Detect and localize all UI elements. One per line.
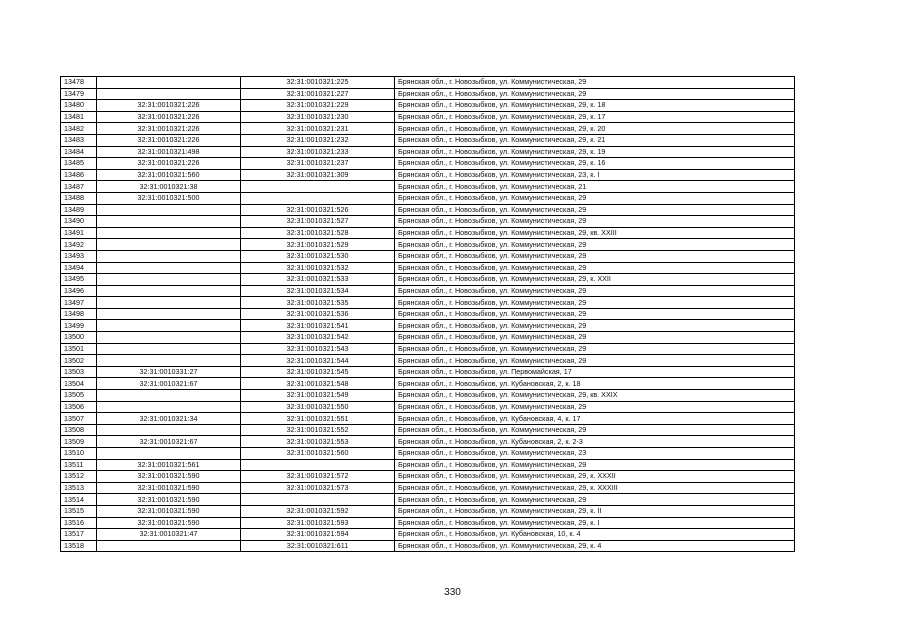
table-row (61, 216, 795, 228)
cadastral-number-cell: 32:31:0010321:526 (241, 204, 395, 216)
table-row (61, 517, 795, 529)
row-number-cell: 13495 (61, 274, 97, 286)
address-cell: Брянская обл., г. Новозыбков, ул. Коммунистическая, 29, к. 17 (395, 111, 795, 123)
parent-cadastral-cell: 32:31:0010331:27 (97, 366, 241, 378)
address-cell: Брянская обл., г. Новозыбков, ул. Коммунистическая, 29 (395, 204, 795, 216)
row-number-cell: 13478 (61, 77, 97, 89)
address-cell: Брянская обл., г. Новозыбков, ул. Первомайская, 17 (395, 366, 795, 378)
parent-cadastral-cell: 32:31:0010321:226 (97, 123, 241, 135)
row-number-cell: 13482 (61, 123, 97, 135)
cadastral-number-cell: 32:31:0010321:548 (241, 378, 395, 390)
parent-cadastral-cell: 32:31:0010321:47 (97, 529, 241, 541)
address-cell: Брянская обл., г. Новозыбков, ул. Коммунистическая, 29 (395, 88, 795, 100)
parent-cadastral-cell (97, 308, 241, 320)
parent-cadastral-cell: 32:31:0010321:590 (97, 517, 241, 529)
row-number-cell: 13491 (61, 227, 97, 239)
table-row (61, 378, 795, 390)
parent-cadastral-cell (97, 250, 241, 262)
address-cell: Брянская обл., г. Новозыбков, ул. Коммунистическая, 29, к. 18 (395, 100, 795, 112)
table-row (61, 250, 795, 262)
parent-cadastral-cell: 32:31:0010321:226 (97, 111, 241, 123)
parent-cadastral-cell (97, 77, 241, 89)
cadastral-number-cell: 32:31:0010321:530 (241, 250, 395, 262)
row-number-cell: 13518 (61, 540, 97, 552)
cadastral-number-cell (241, 181, 395, 193)
address-cell: Брянская обл., г. Новозыбков, ул. Коммунистическая, 29 (395, 216, 795, 228)
parent-cadastral-cell (97, 204, 241, 216)
table-row (61, 424, 795, 436)
address-cell: Брянская обл., г. Новозыбков, ул. Коммунистическая, 29, к. 20 (395, 123, 795, 135)
address-cell: Брянская обл., г. Новозыбков, ул. Кубановская, 2, к. 2-3 (395, 436, 795, 448)
parent-cadastral-cell: 32:31:0010321:38 (97, 181, 241, 193)
cadastral-number-cell: 32:31:0010321:532 (241, 262, 395, 274)
address-cell: Брянская обл., г. Новозыбков, ул. Коммунистическая, 29, к. XXXIII (395, 482, 795, 494)
cadastral-number-cell: 32:31:0010321:309 (241, 169, 395, 181)
cadastral-number-cell: 32:31:0010321:550 (241, 401, 395, 413)
address-cell: Брянская обл., г. Новозыбков, ул. Коммунистическая, 29 (395, 239, 795, 251)
row-number-cell: 13497 (61, 297, 97, 309)
parent-cadastral-cell (97, 540, 241, 552)
parent-cadastral-cell (97, 332, 241, 344)
parent-cadastral-cell (97, 285, 241, 297)
row-number-cell: 13511 (61, 459, 97, 471)
row-number-cell: 13506 (61, 401, 97, 413)
row-number-cell: 13517 (61, 529, 97, 541)
parent-cadastral-cell (97, 320, 241, 332)
address-cell: Брянская обл., г. Новозыбков, ул. Коммунистическая, 29 (395, 355, 795, 367)
row-number-cell: 13512 (61, 471, 97, 483)
cadastral-number-cell: 32:31:0010321:535 (241, 297, 395, 309)
row-number-cell: 13479 (61, 88, 97, 100)
cadastral-number-cell: 32:31:0010321:572 (241, 471, 395, 483)
row-number-cell: 13514 (61, 494, 97, 506)
address-cell: Брянская обл., г. Новозыбков, ул. Коммунистическая, 29 (395, 285, 795, 297)
cadastral-number-cell (241, 192, 395, 204)
row-number-cell: 13515 (61, 505, 97, 517)
cadastral-number-cell: 32:31:0010321:533 (241, 274, 395, 286)
parent-cadastral-cell (97, 216, 241, 228)
row-number-cell: 13501 (61, 343, 97, 355)
table-row (61, 297, 795, 309)
parent-cadastral-cell: 32:31:0010321:500 (97, 192, 241, 204)
address-cell: Брянская обл., г. Новозыбков, ул. Коммунистическая, 29 (395, 192, 795, 204)
cadastral-number-cell: 32:31:0010321:552 (241, 424, 395, 436)
address-cell: Брянская обл., г. Новозыбков, ул. Коммунистическая, 29 (395, 424, 795, 436)
parent-cadastral-cell (97, 355, 241, 367)
cadastral-number-cell (241, 459, 395, 471)
row-number-cell: 13516 (61, 517, 97, 529)
table-row (61, 77, 795, 89)
table-row (61, 436, 795, 448)
table-row (61, 482, 795, 494)
address-cell: Брянская обл., г. Новозыбков, ул. Коммунистическая, 29, кв. XXIII (395, 227, 795, 239)
parent-cadastral-cell: 32:31:0010321:67 (97, 378, 241, 390)
table-row (61, 308, 795, 320)
address-cell: Брянская обл., г. Новозыбков, ул. Коммунистическая, 23, к. I (395, 169, 795, 181)
address-cell: Брянская обл., г. Новозыбков, ул. Кубановская, 2, к. 18 (395, 378, 795, 390)
parent-cadastral-cell (97, 401, 241, 413)
cadastral-number-cell: 32:31:0010321:594 (241, 529, 395, 541)
parent-cadastral-cell: 32:31:0010321:226 (97, 134, 241, 146)
table-row (61, 146, 795, 158)
table-row (61, 88, 795, 100)
cadastral-number-cell: 32:31:0010321:551 (241, 413, 395, 425)
table-row (61, 529, 795, 541)
parent-cadastral-cell (97, 262, 241, 274)
row-number-cell: 13500 (61, 332, 97, 344)
parent-cadastral-cell: 32:31:0010321:590 (97, 482, 241, 494)
cadastral-number-cell: 32:31:0010321:573 (241, 482, 395, 494)
row-number-cell: 13484 (61, 146, 97, 158)
cadastral-number-cell: 32:31:0010321:225 (241, 77, 395, 89)
row-number-cell: 13486 (61, 169, 97, 181)
table-row (61, 448, 795, 460)
table-row (61, 540, 795, 552)
row-number-cell: 13494 (61, 262, 97, 274)
cadastral-number-cell: 32:31:0010321:529 (241, 239, 395, 251)
address-cell: Брянская обл., г. Новозыбков, ул. Коммунистическая, 29 (395, 250, 795, 262)
address-cell: Брянская обл., г. Новозыбков, ул. Коммунистическая, 29, к. 19 (395, 146, 795, 158)
cadastral-number-cell: 32:31:0010321:233 (241, 146, 395, 158)
cadastral-number-cell: 32:31:0010321:237 (241, 158, 395, 170)
table-row (61, 390, 795, 402)
table-row (61, 123, 795, 135)
parent-cadastral-cell (97, 274, 241, 286)
table-row (61, 285, 795, 297)
cadastral-number-cell: 32:31:0010321:542 (241, 332, 395, 344)
table-row (61, 274, 795, 286)
cadastral-number-cell: 32:31:0010321:536 (241, 308, 395, 320)
address-cell: Брянская обл., г. Новозыбков, ул. Коммунистическая, 29 (395, 308, 795, 320)
row-number-cell: 13505 (61, 390, 97, 402)
table-row (61, 169, 795, 181)
table-row (61, 366, 795, 378)
cadastral-number-cell (241, 494, 395, 506)
parent-cadastral-cell: 32:31:0010321:498 (97, 146, 241, 158)
cadastral-number-cell: 32:31:0010321:560 (241, 448, 395, 460)
address-cell: Брянская обл., г. Новозыбков, ул. Коммунистическая, 29, к. I (395, 517, 795, 529)
row-number-cell: 13510 (61, 448, 97, 460)
parent-cadastral-cell (97, 239, 241, 251)
row-number-cell: 13489 (61, 204, 97, 216)
registry-table-body (61, 77, 795, 552)
address-cell: Брянская обл., г. Новозыбков, ул. Коммунистическая, 29, к. 4 (395, 540, 795, 552)
table-row (61, 262, 795, 274)
page-number: 330 (444, 587, 461, 598)
row-number-cell: 13485 (61, 158, 97, 170)
table-row (61, 134, 795, 146)
address-cell: Брянская обл., г. Новозыбков, ул. Коммунистическая, 29 (395, 343, 795, 355)
table-row (61, 111, 795, 123)
address-cell: Брянская обл., г. Новозыбков, ул. Коммунистическая, 29 (395, 401, 795, 413)
cadastral-number-cell: 32:31:0010321:227 (241, 88, 395, 100)
address-cell: Брянская обл., г. Новозыбков, ул. Коммунистическая, 29, кв. XXIX (395, 390, 795, 402)
address-cell: Брянская обл., г. Новозыбков, ул. Коммунистическая, 23 (395, 448, 795, 460)
row-number-cell: 13498 (61, 308, 97, 320)
cadastral-number-cell: 32:31:0010321:544 (241, 355, 395, 367)
parent-cadastral-cell: 32:31:0010321:590 (97, 505, 241, 517)
row-number-cell: 13503 (61, 366, 97, 378)
address-cell: Брянская обл., г. Новозыбков, ул. Кубановская, 4, к. 17 (395, 413, 795, 425)
table-row (61, 158, 795, 170)
table-row (61, 100, 795, 112)
cadastral-number-cell: 32:31:0010321:528 (241, 227, 395, 239)
row-number-cell: 13488 (61, 192, 97, 204)
parent-cadastral-cell: 32:31:0010321:590 (97, 471, 241, 483)
cadastral-number-cell: 32:31:0010321:231 (241, 123, 395, 135)
row-number-cell: 13507 (61, 413, 97, 425)
row-number-cell: 13504 (61, 378, 97, 390)
table-row (61, 227, 795, 239)
table-row (61, 401, 795, 413)
parent-cadastral-cell (97, 448, 241, 460)
address-cell: Брянская обл., г. Новозыбков, ул. Коммунистическая, 29 (395, 459, 795, 471)
table-row (61, 192, 795, 204)
row-number-cell: 13493 (61, 250, 97, 262)
table-row (61, 355, 795, 367)
table-row (61, 181, 795, 193)
cadastral-number-cell: 32:31:0010321:549 (241, 390, 395, 402)
row-number-cell: 13490 (61, 216, 97, 228)
cadastral-number-cell: 32:31:0010321:534 (241, 285, 395, 297)
address-cell: Брянская обл., г. Новозыбков, ул. Коммунистическая, 29 (395, 77, 795, 89)
address-cell: Брянская обл., г. Новозыбков, ул. Коммунистическая, 29 (395, 262, 795, 274)
cadastral-registry-table (60, 76, 795, 552)
table-row (61, 505, 795, 517)
cadastral-number-cell: 32:31:0010321:545 (241, 366, 395, 378)
row-number-cell: 13508 (61, 424, 97, 436)
parent-cadastral-cell (97, 297, 241, 309)
cadastral-number-cell: 32:31:0010321:527 (241, 216, 395, 228)
cadastral-number-cell: 32:31:0010321:232 (241, 134, 395, 146)
cadastral-number-cell: 32:31:0010321:229 (241, 100, 395, 112)
cadastral-number-cell: 32:31:0010321:592 (241, 505, 395, 517)
cadastral-number-cell: 32:31:0010321:230 (241, 111, 395, 123)
table-row (61, 471, 795, 483)
address-cell: Брянская обл., г. Новозыбков, ул. Коммунистическая, 29, к. XXXII (395, 471, 795, 483)
row-number-cell: 13492 (61, 239, 97, 251)
row-number-cell: 13481 (61, 111, 97, 123)
parent-cadastral-cell: 32:31:0010321:226 (97, 100, 241, 112)
parent-cadastral-cell (97, 390, 241, 402)
address-cell: Брянская обл., г. Новозыбков, ул. Коммунистическая, 29, к. XXII (395, 274, 795, 286)
cadastral-number-cell: 32:31:0010321:611 (241, 540, 395, 552)
parent-cadastral-cell (97, 88, 241, 100)
row-number-cell: 13499 (61, 320, 97, 332)
table-row (61, 343, 795, 355)
address-cell: Брянская обл., г. Новозыбков, ул. Коммунистическая, 29, к. 16 (395, 158, 795, 170)
table-row (61, 413, 795, 425)
parent-cadastral-cell (97, 227, 241, 239)
table-row (61, 459, 795, 471)
address-cell: Брянская обл., г. Новозыбков, ул. Коммунистическая, 21 (395, 181, 795, 193)
cadastral-number-cell: 32:31:0010321:543 (241, 343, 395, 355)
parent-cadastral-cell (97, 424, 241, 436)
address-cell: Брянская обл., г. Новозыбков, ул. Коммунистическая, 29 (395, 494, 795, 506)
address-cell: Брянская обл., г. Новозыбков, ул. Кубановская, 10, к. 4 (395, 529, 795, 541)
table-row (61, 204, 795, 216)
parent-cadastral-cell: 32:31:0010321:561 (97, 459, 241, 471)
address-cell: Брянская обл., г. Новозыбков, ул. Коммунистическая, 29, к. II (395, 505, 795, 517)
table-row (61, 320, 795, 332)
row-number-cell: 13480 (61, 100, 97, 112)
parent-cadastral-cell (97, 343, 241, 355)
parent-cadastral-cell: 32:31:0010321:226 (97, 158, 241, 170)
address-cell: Брянская обл., г. Новозыбков, ул. Коммунистическая, 29 (395, 332, 795, 344)
cadastral-number-cell: 32:31:0010321:553 (241, 436, 395, 448)
table-row (61, 332, 795, 344)
address-cell: Брянская обл., г. Новозыбков, ул. Коммунистическая, 29 (395, 297, 795, 309)
cadastral-number-cell: 32:31:0010321:541 (241, 320, 395, 332)
table-row (61, 239, 795, 251)
cadastral-number-cell: 32:31:0010321:593 (241, 517, 395, 529)
parent-cadastral-cell: 32:31:0010321:67 (97, 436, 241, 448)
row-number-cell: 13502 (61, 355, 97, 367)
row-number-cell: 13483 (61, 134, 97, 146)
address-cell: Брянская обл., г. Новозыбков, ул. Коммунистическая, 29 (395, 320, 795, 332)
row-number-cell: 13496 (61, 285, 97, 297)
table-row (61, 494, 795, 506)
row-number-cell: 13509 (61, 436, 97, 448)
row-number-cell: 13487 (61, 181, 97, 193)
row-number-cell: 13513 (61, 482, 97, 494)
parent-cadastral-cell: 32:31:0010321:560 (97, 169, 241, 181)
address-cell: Брянская обл., г. Новозыбков, ул. Коммунистическая, 29, к. 21 (395, 134, 795, 146)
parent-cadastral-cell: 32:31:0010321:34 (97, 413, 241, 425)
parent-cadastral-cell: 32:31:0010321:590 (97, 494, 241, 506)
